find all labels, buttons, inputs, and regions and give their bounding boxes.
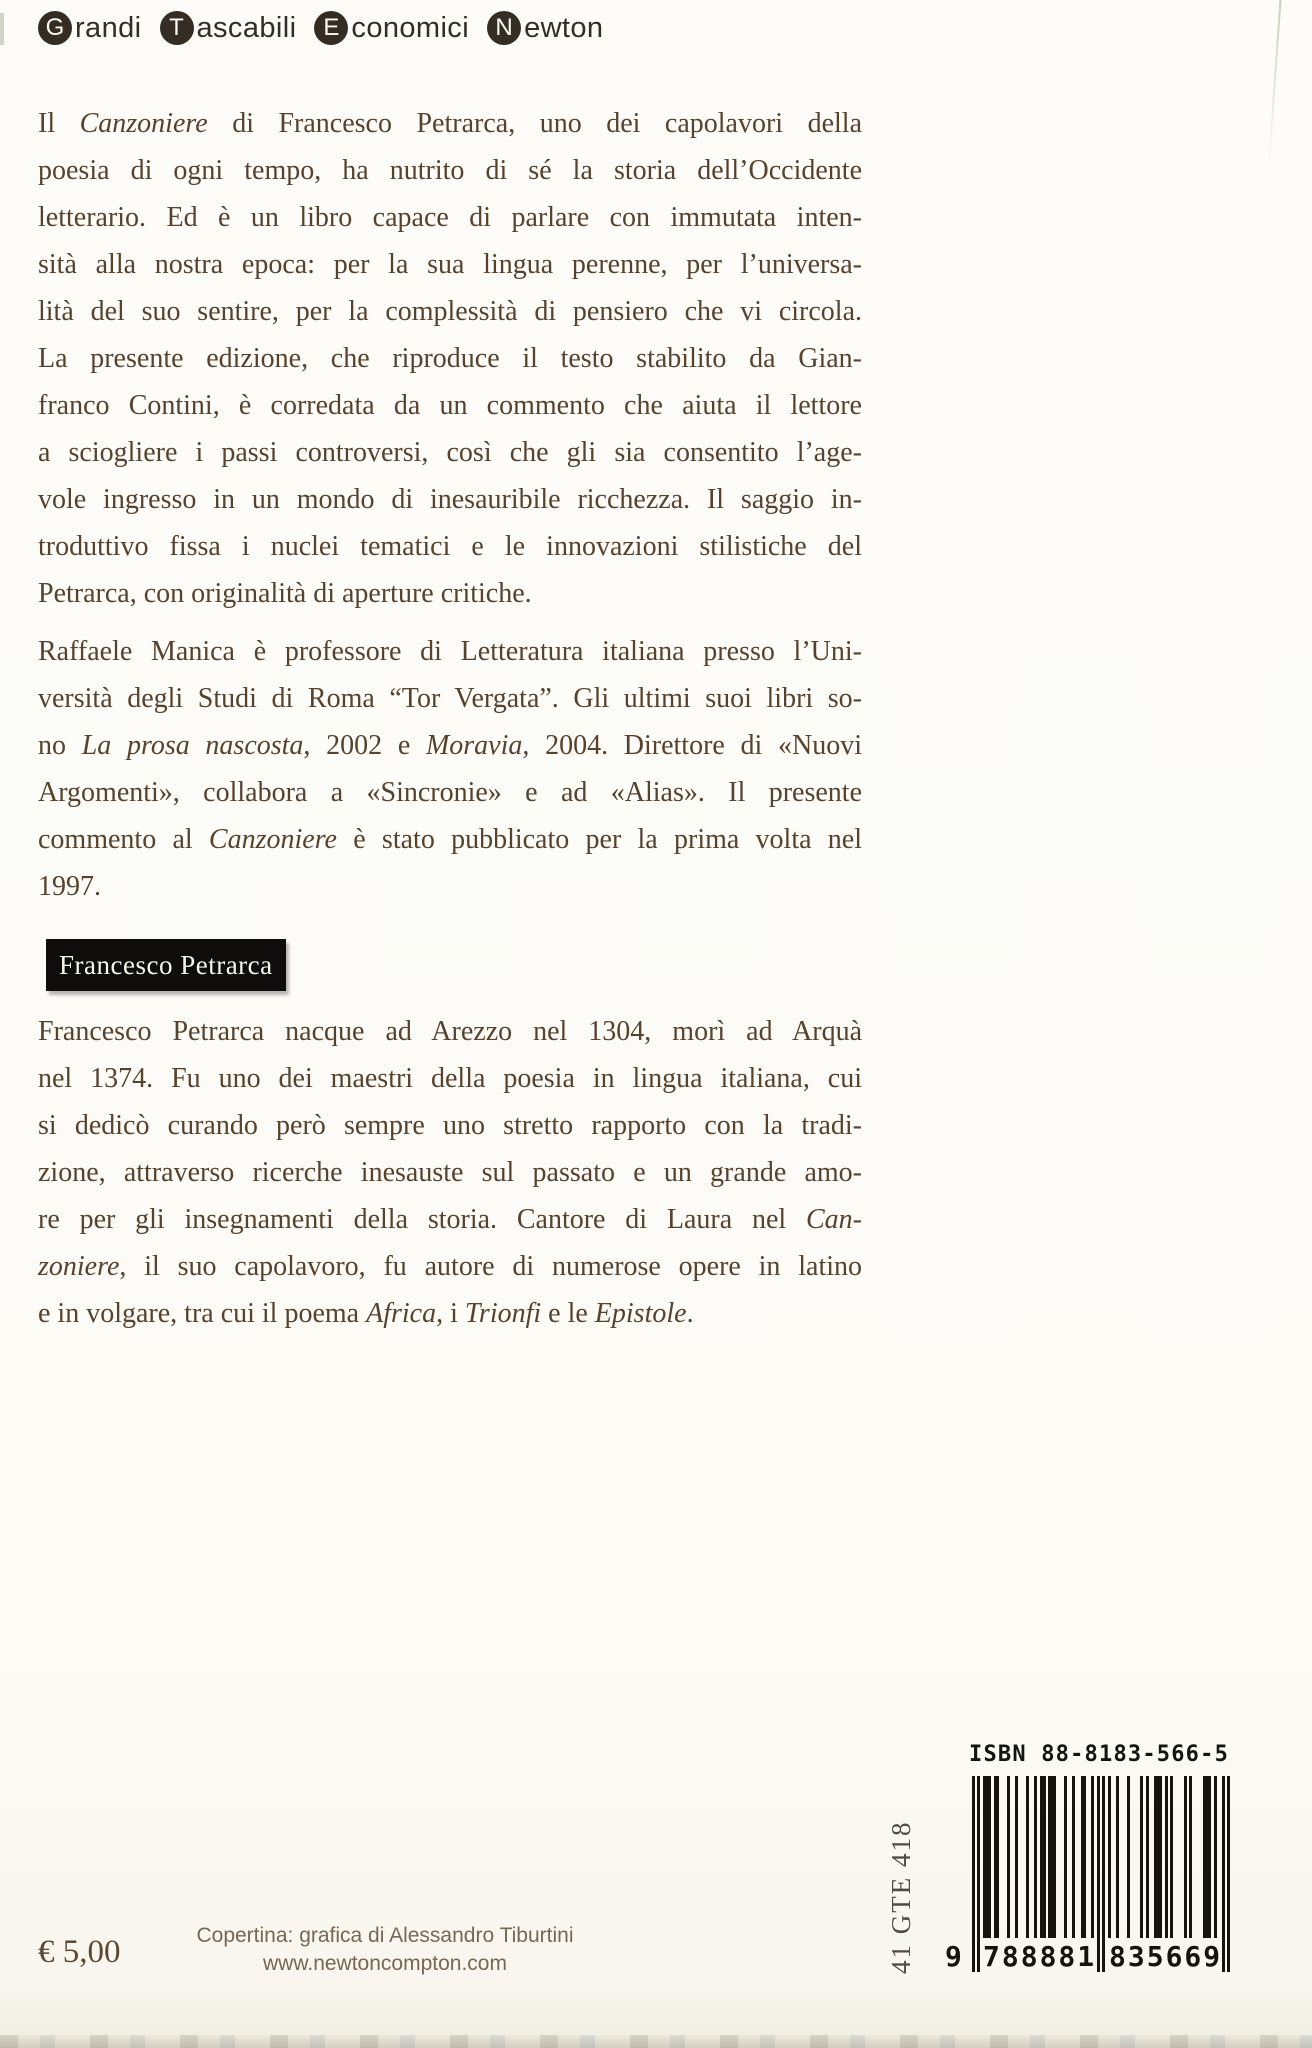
barcode-bar: [1026, 1776, 1029, 1938]
text-line: Petrarca, con originalità di aperture critiche.: [38, 578, 532, 609]
barcode-bar: [988, 1776, 991, 1938]
barcode-bar: [1007, 1776, 1010, 1938]
circled-initial-icon: T: [160, 11, 194, 45]
barcode-bar: [1053, 1776, 1056, 1938]
text-line: no La prosa nascosta, 2002 e Moravia, 2004. Direttore di «Nuovi: [38, 730, 862, 761]
circled-initial-icon: N: [487, 11, 521, 45]
synopsis-paragraph: [38, 100, 862, 617]
publisher-word-rest: conomici: [351, 11, 470, 44]
author-label-text: Francesco Petrarca: [59, 950, 273, 980]
publisher-word: [487, 11, 603, 45]
text-line: e in volgare, tra cui il poema Africa, i Trionfi e le Epistole.: [38, 1298, 694, 1329]
text-line: 1997.: [38, 871, 101, 902]
barcode-bar: [1091, 1776, 1094, 1938]
barcode-bar: [1097, 1776, 1100, 1972]
cover-credits: [170, 1922, 600, 1978]
barcode-bar: [1102, 1776, 1105, 1972]
text-line: versità degli Studi di Roma “Tor Vergata”. Gli ultimi suoi libri so-: [38, 683, 862, 714]
credits-url: www.newtoncompton.com: [263, 1952, 507, 1975]
barcode-bar: [1015, 1776, 1018, 1938]
text-line: si dedicò curando però sempre uno stretto rapporto con la tradi-: [38, 1110, 862, 1141]
photo-bottom-edge: [0, 2035, 1312, 2048]
barcode-bar: [1227, 1776, 1230, 1972]
text-line: Argomenti», collabora a «Sincronie» e ad «Alias». Il presente: [38, 777, 862, 808]
barcode-bar: [1165, 1776, 1168, 1938]
barcode-bar: [1127, 1776, 1130, 1938]
barcode-bar: [1072, 1776, 1075, 1938]
barcode-digits: 835669: [1109, 1940, 1223, 1973]
text-line: nel 1374. Fu uno dei maestri della poesia in lingua italiana, cui: [38, 1063, 862, 1094]
publisher-word-rest: ascabili: [196, 11, 297, 44]
text-line: sità alla nostra epoca: per la sua lingua perenne, per l’universa-: [38, 249, 862, 280]
barcode-bar: [977, 1776, 980, 1972]
barcode-digits: 788881: [983, 1940, 1097, 1973]
credits-line: Copertina: grafica di Alessandro Tiburtini: [196, 1924, 574, 1947]
barcode-bar: [1140, 1776, 1143, 1938]
text-line: Raffaele Manica è professore di Letteratura italiana presso l’Uni-: [38, 636, 862, 667]
barcode-bar: [1043, 1776, 1046, 1938]
paper-crease: [1268, 0, 1282, 164]
barcode-bar: [1222, 1776, 1225, 1972]
text-line: zoniere, il suo capolavoro, fu autore di numerose opere in latino: [38, 1251, 862, 1282]
text-line: Il Canzoniere di Francesco Petrarca, uno dei capolavori della: [38, 108, 862, 139]
text-line: a sciogliere i passi controversi, così che gli sia consentito l’age-: [38, 437, 862, 468]
publisher-logo-line: [38, 6, 603, 50]
text-line: Francesco Petrarca nacque ad Arezzo nel 1304, morì ad Arquà: [38, 1016, 862, 1047]
barcode-bar: [1064, 1776, 1067, 1938]
page-edge-mark: [0, 13, 4, 45]
barcode: [945, 1776, 1230, 1973]
barcode-bar: [1034, 1776, 1037, 1938]
barcode-bar: [972, 1776, 975, 1972]
publisher-word: [160, 11, 297, 45]
text-line: La presente edizione, che riproduce il testo stabilito da Gian-: [38, 343, 862, 374]
text-line: re per gli insegnamenti della storia. Cantore di Laura nel Can-: [38, 1204, 862, 1235]
text-line: poesia di ogni tempo, ha nutrito di sé la storia dell’Occidente: [38, 155, 862, 186]
text-line: vole ingresso in un mondo di inesauribile ricchezza. Il saggio in-: [38, 484, 862, 515]
author-label: [46, 939, 286, 991]
barcode-bar: [1184, 1776, 1187, 1938]
isbn-label: ISBN 88-8183-566-5: [969, 1742, 1230, 1767]
publisher-word: [38, 11, 142, 45]
text-line: lità del suo sentire, per la complessità di pensiero che vi circola.: [38, 296, 862, 327]
barcode-bar: [1146, 1776, 1149, 1938]
series-code: 41 GTE 418: [886, 1820, 916, 1974]
text-line: troduttivo fissa i nuclei tematici e le innovazioni stilistiche del: [38, 531, 862, 562]
barcode-bar: [1170, 1776, 1173, 1938]
publisher-word-rest: ewton: [524, 11, 604, 44]
text-line: zione, attraverso ricerche inesauste sul passato e un grande amo-: [38, 1157, 862, 1188]
barcode-bar: [1116, 1776, 1119, 1938]
barcode-bar: [1108, 1776, 1111, 1938]
barcode-bar: [1189, 1776, 1192, 1938]
text-line: letterario. Ed è un libro capace di parlare con immutata inten-: [38, 202, 862, 233]
author-bio-paragraph: [38, 1008, 862, 1337]
publisher-word: [314, 11, 469, 45]
barcode-block: [945, 1742, 1230, 1973]
barcode-bar: [1159, 1776, 1162, 1938]
barcode-bar: [996, 1776, 999, 1938]
circled-initial-icon: E: [314, 11, 348, 45]
price: € 5,00: [38, 1934, 121, 1970]
barcode-bar: [1208, 1776, 1211, 1938]
barcode-bar: [1214, 1776, 1217, 1938]
publisher-word-rest: randi: [75, 11, 142, 44]
author-note-paragraph: [38, 628, 862, 910]
barcode-digits: 9: [945, 1940, 962, 1973]
text-line: franco Contini, è corredata da un commento che aiuta il lettore: [38, 390, 862, 421]
circled-initial-icon: G: [38, 11, 72, 45]
text-line: commento al Canzoniere è stato pubblicato per la prima volta nel: [38, 824, 863, 855]
barcode-bar: [1083, 1776, 1086, 1938]
